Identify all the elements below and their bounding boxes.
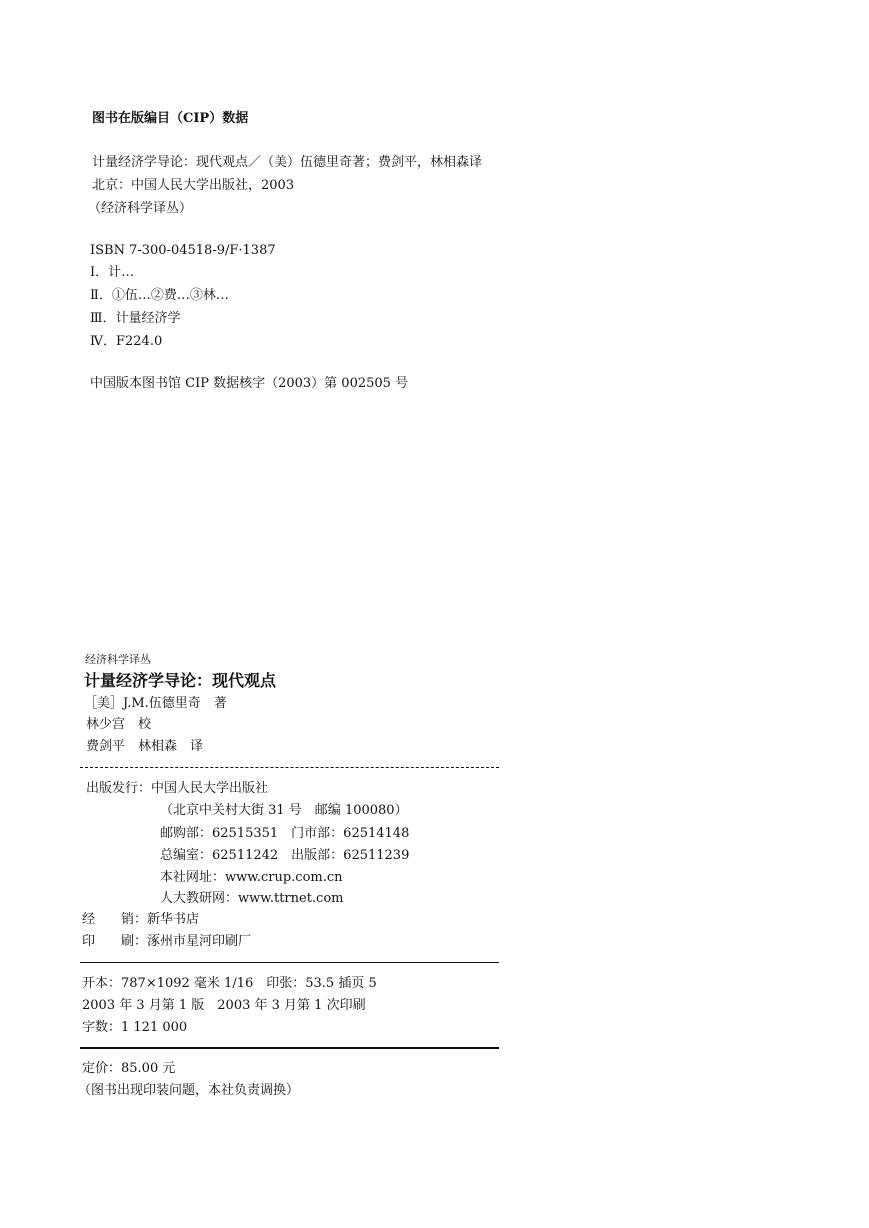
printer: 印 刷：涿州市星河印刷厂 — [82, 934, 252, 949]
cip-record-line-1: 计量经济学导论：现代观点／（美）伍德里奇著；费剑平，林相森译 — [92, 155, 483, 170]
cip-record-line-3: （经济科学译丛） — [88, 201, 193, 216]
cip-subject-1: Ⅰ．计… — [90, 265, 135, 280]
book-author: ［美］J.M.伍德里奇 著 — [84, 696, 227, 711]
publisher-phone-1: 邮购部：62515351 门市部：62514148 — [160, 826, 410, 841]
book-proofreader: 林少宫 校 — [86, 717, 152, 732]
publisher-website: 本社网址：www.crup.com.cn — [160, 870, 343, 885]
publisher-edu-website: 人大教研网：www.ttrnet.com — [160, 891, 344, 906]
divider-1 — [80, 962, 499, 963]
book-word-count: 字数：1 121 000 — [82, 1020, 188, 1035]
book-edition: 2003 年 3 月第 1 版 2003 年 3 月第 1 次印刷 — [82, 998, 366, 1013]
distributor: 经 销：新华书店 — [82, 912, 200, 927]
book-format: 开本：787×1092 毫米 1/16 印张：53.5 插页 5 — [82, 976, 377, 991]
cip-subject-2: Ⅱ．①伍…②费…③林… — [90, 288, 229, 303]
publisher-phone-2: 总编室：62511242 出版部：62511239 — [160, 848, 410, 863]
cip-subject-3: Ⅲ．计量经济学 — [90, 311, 181, 326]
quality-note: （图书出现印装问题，本社负责调换） — [78, 1083, 300, 1098]
publisher-name: 出版发行：中国人民大学出版社 — [86, 781, 269, 796]
cip-isbn: ISBN 7-300-04518-9/F·1387 — [90, 243, 276, 258]
cip-subject-4: Ⅳ．F224.0 — [90, 334, 163, 349]
cip-record-line-2: 北京：中国人民大学出版社，2003 — [92, 178, 295, 193]
book-title: 计量经济学导论：现代观点 — [84, 671, 277, 690]
publisher-address: （北京中关村大街 31 号 邮编 100080） — [160, 803, 408, 818]
cip-heading: 图书在版编目（CIP）数据 — [92, 111, 249, 126]
divider-2 — [80, 1047, 499, 1049]
book-translators: 费剑平 林相森 译 — [86, 739, 204, 754]
divider-dashed — [80, 767, 499, 768]
book-price: 定价：85.00 元 — [82, 1061, 176, 1076]
book-series: 经济科学译丛 — [85, 653, 151, 666]
cip-approval-number: 中国版本图书馆 CIP 数据核字（2003）第 002505 号 — [90, 376, 409, 391]
